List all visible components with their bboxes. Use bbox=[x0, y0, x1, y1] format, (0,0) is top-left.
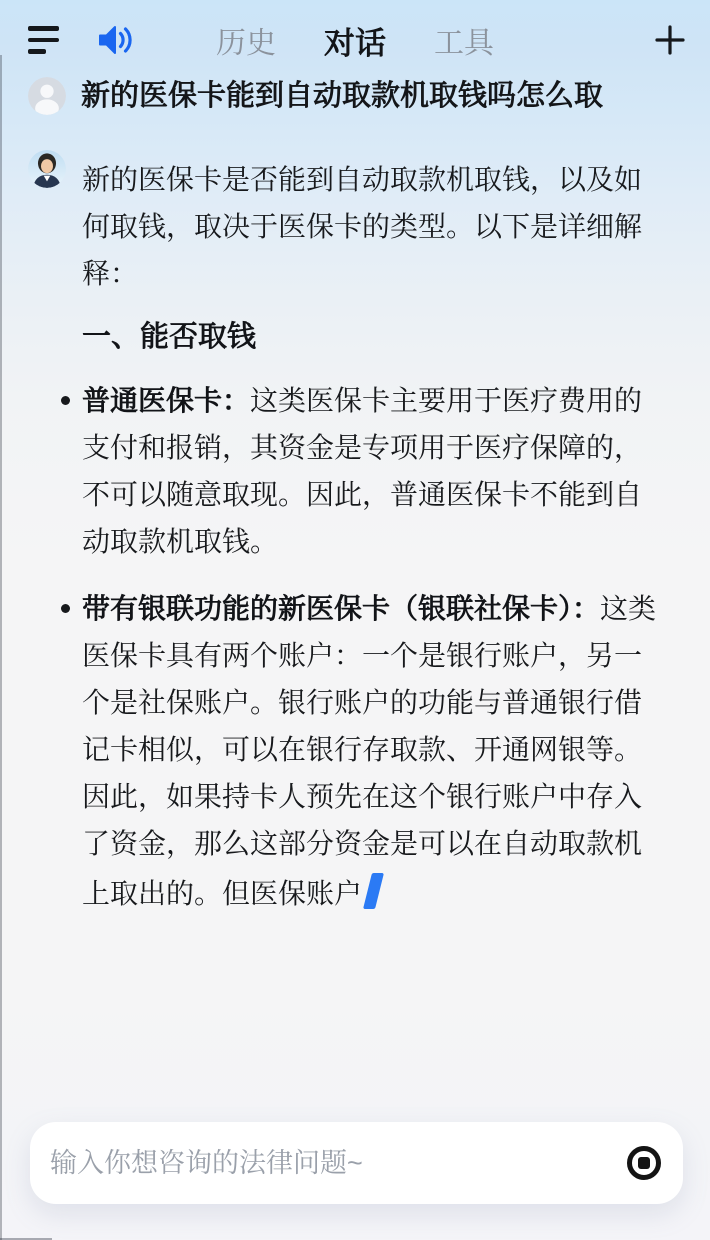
bullet-text: 这类医保卡主要用于医疗费用的支付和报销，其资金是专项用于医疗保障的，不可以随意取现。因此，普通医保卡不能到自动取款机取钱。 bbox=[82, 385, 643, 557]
assistant-message-content bbox=[82, 156, 664, 917]
bullet-text: 这类医保卡具有两个账户：一个是银行账户，另一个是社保账户。银行账户的功能与普通银行借记卡相似，可以在银行存取款、开通网银等。因此，如果持卡人预先在这个银行账户中存入了资金，那么这部分资金是可以在自动取款机上取出的。但医保账户 bbox=[82, 593, 657, 909]
assistant-intro-paragraph: 新的医保卡是否能到自动取款机取钱，以及如何取钱，取决于医保卡的类型。以下是详细解释： bbox=[82, 164, 643, 289]
bullet-lead: 带有银联功能的新医保卡（银联社保卡）： bbox=[82, 593, 601, 624]
user-avatar bbox=[28, 77, 66, 115]
tab-chat[interactable]: 对话 bbox=[324, 25, 386, 61]
hamburger-menu-icon[interactable] bbox=[28, 25, 60, 55]
composer bbox=[30, 1122, 683, 1204]
typing-cursor-icon bbox=[363, 873, 384, 909]
list-item bbox=[82, 585, 664, 917]
list-item bbox=[82, 377, 664, 565]
assistant-bullet-list bbox=[82, 377, 664, 917]
tab-history[interactable]: 历史 bbox=[216, 27, 276, 60]
top-bar bbox=[0, 0, 710, 80]
assistant-section-heading: 一、能否取钱 bbox=[82, 321, 257, 353]
bullet-lead: 普通医保卡： bbox=[82, 385, 251, 416]
tab-tools[interactable]: 工具 bbox=[434, 27, 494, 60]
assistant-message-row bbox=[28, 150, 664, 917]
screenshot-left-edge bbox=[0, 55, 2, 1240]
question-input[interactable] bbox=[50, 1148, 615, 1179]
user-message-row bbox=[28, 76, 682, 116]
speaker-icon[interactable] bbox=[98, 23, 134, 57]
assistant-avatar bbox=[28, 150, 66, 188]
plus-icon[interactable] bbox=[654, 24, 686, 56]
tab-bar bbox=[216, 0, 494, 80]
user-message-text: 新的医保卡能到自动取款机取钱吗怎么取 bbox=[81, 80, 604, 112]
stop-icon[interactable] bbox=[627, 1146, 661, 1180]
